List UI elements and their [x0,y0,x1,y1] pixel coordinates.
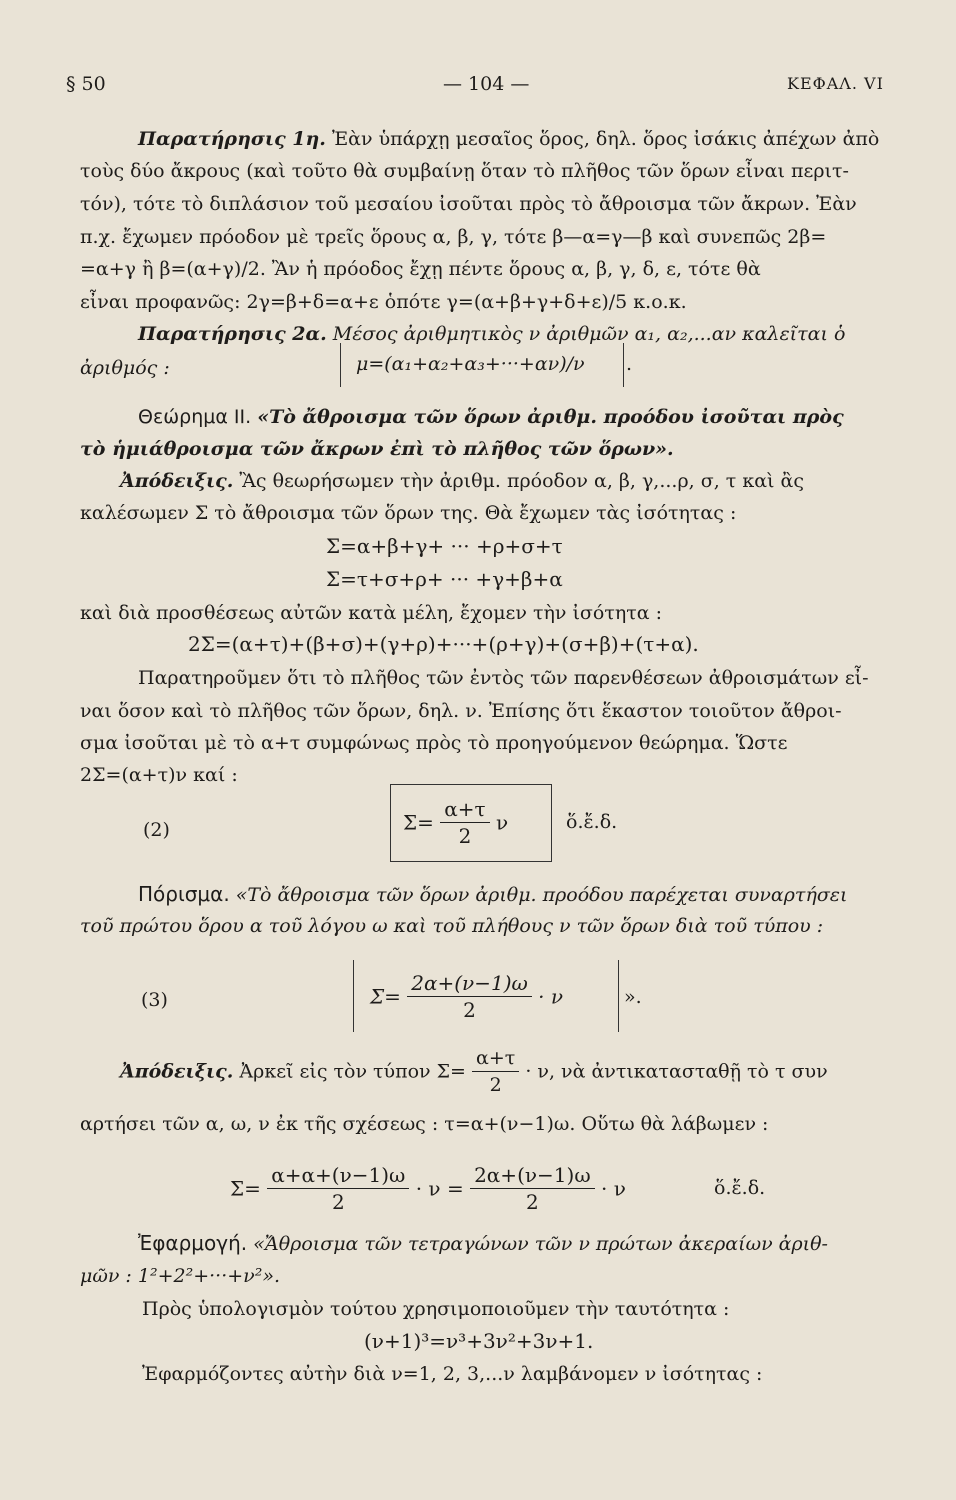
text-line: ναι ὅσον καὶ τὸ πλῆθος τῶν ὅρων, δηλ. ν. Ἐπίσης ὅτι ἕκαστον τοιοῦτον ἄθροι- [80,700,842,722]
text-line: σμα ἰσοῦται μὲ τὸ α+τ συμφώνως πρὸς τὸ προηγούμενον θεώρημα. Ὥστε [80,732,788,754]
sum-equation-forward: Σ=α+β+γ+ ··· +ρ+σ+τ [326,534,563,558]
application-text: «Ἄθροισμα τῶν τετραγώνων τῶν ν πρώτων ἀκεραίων ἀριθ- [253,1233,828,1255]
page-number: — 104 — [443,73,530,95]
mean-formula: μ=(α₁+α₂+α₃+···+αν)/ν [356,353,585,375]
formula-punctuation: ». [624,986,642,1008]
theorem-label: Θεώρημα ΙΙ. [138,406,252,428]
application-label: Ἐφαρμογή. [138,1231,248,1255]
corollary-label: Πόρισμα. [138,882,230,906]
text-line: Παρατηροῦμεν ὅτι τὸ πλῆθος τῶν ἐντὸς τῶν παρενθέσεων ἀθροισμάτων εἶ- [138,667,869,689]
observation-1-label: Παρατήρησις 1η. [138,128,326,150]
double-sum-equation: 2Σ=(α+τ)+(β+σ)+(γ+ρ)+···+(ρ+γ)+(σ+β)+(τ+α). [188,632,699,656]
section-number: § 50 [66,73,106,95]
text-line: · ν, νὰ ἀντικατασταθῇ τὸ τ συν [525,1060,828,1083]
formula-operator: · ν = [415,1176,464,1201]
text-line: καλέσωμεν Σ τὸ ἄθροισμα τῶν ὅρων της. Θὰ ἔχωμεν τὰς ἰσότητας : [80,502,737,524]
fraction [267,1162,409,1215]
fraction [472,1045,519,1098]
text-line: Ἂς θεωρήσωμεν τὴν ἀριθμ. πρόοδον α, β, γ,...ρ, σ, τ καὶ ἂς [239,470,804,492]
corollary-statement [138,882,847,907]
sum-formula [403,796,508,849]
fraction-denominator: 2 [470,1188,595,1215]
formula-lhs: Σ= [370,984,401,1009]
fraction-denominator: 2 [267,1188,409,1215]
fraction [470,1162,595,1215]
fraction-numerator: α+τ [476,1047,516,1069]
formula-factor: ν [495,810,509,835]
observation-2-label: Παρατήρησις 2α. [138,323,327,345]
observation-1-paragraph [138,127,879,151]
text-line: Πρὸς ὑπολογισμὸν τούτου χρησιμοποιοῦμεν τὴν ταυτότητα : [142,1298,730,1320]
formula-lhs: Σ= [230,1176,261,1201]
text-line: ἀριθμός : [80,357,170,379]
fraction [440,796,489,849]
equation-number: (2) [143,819,170,841]
text-line: π.χ. ἔχωμεν πρόοδον μὲ τρεῖς ὅρους α, β, γ, τότε β—α=γ—β καὶ συνεπῶς 2β= [80,226,827,248]
text-line: Ἀρκεῖ εἰς τὸν τύπον Σ= [239,1060,466,1083]
text-line: καὶ διὰ προσθέσεως αὐτῶν κατὰ μέλη, ἔχομεν τὴν ἰσότητα : [80,602,662,624]
corollary-text: τοῦ πρώτου ὅρου α τοῦ λόγου ω καὶ τοῦ πλήθους ν τῶν ὅρων διὰ τοῦ τύπου : [80,915,824,937]
theorem-text: «Τὸ ἄθροισμα τῶν ὅρων ἀριθμ. προόδου ἰσοῦται πρὸς [257,406,844,428]
sum-equation-reverse: Σ=τ+σ+ρ+ ··· +γ+β+α [326,567,563,591]
text-line: =α+γ ἢ β=(α+γ)/2. Ἂν ἡ πρόοδος ἔχῃ πέντε ὅρους α, β, γ, δ, ε, τότε θὰ [80,258,761,280]
proof-label: Ἀπόδειξις. [120,1060,234,1083]
formula-punctuation: . [626,353,633,375]
application-statement [138,1231,828,1256]
fraction-denominator: 2 [407,996,532,1023]
fraction [407,970,532,1023]
qed-mark: ὅ.ἔ.δ. [566,811,618,833]
text-line: Ἐφαρμόζοντες αὐτὴν διὰ ν=1, 2, 3,...ν λαμβάνομεν ν ἰσότητας : [142,1363,763,1385]
proof-label: Ἀπόδειξις. [120,470,234,492]
text-line: τοὺς δύο ἄκρους (καὶ τοῦτο θὰ συμβαίνῃ ὅταν τὸ πλῆθος τῶν ὅρων εἶναι περιτ- [80,160,849,182]
qed-mark: ὅ.ἔ.δ. [714,1177,766,1199]
text-line: αρτήσει τῶν α, ω, ν ἐκ τῆς σχέσεως : τ=α+(ν−1)ω. Οὕτω θὰ λάβωμεν : [80,1113,769,1135]
fraction-numerator: α+τ [444,797,486,821]
substitution-formula [230,1162,626,1215]
formula-lhs: Σ= [403,810,434,835]
proof-paragraph [120,1045,828,1098]
corollary-text: «Τὸ ἄθροισμα τῶν ὅρων ἀριθμ. προόδου παρέχεται συναρτήσει [235,884,848,906]
theorem-text: τὸ ἡμιάθροισμα τῶν ἄκρων ἐπὶ τὸ πλῆθος τῶν ὅρων». [80,438,674,460]
text-line: τόν), τότε τὸ διπλάσιον τοῦ μεσαίου ἰσοῦται πρὸς τὸ ἄθροισμα τῶν ἄκρων. Ἐὰν [80,193,857,215]
fraction-numerator: α+α+(ν−1)ω [271,1163,406,1187]
text-line: Ἐὰν ὑπάρχῃ μεσαῖος ὅρος, δηλ. ὅρος ἰσάκις ἀπέχων ἀπὸ [331,128,880,150]
formula-factor: · ν [600,1176,626,1201]
theorem-statement [138,405,844,429]
application-text: μῶν : 1²+2²+···+ν²». [80,1265,280,1287]
text-line: εἶναι προφανῶς: 2γ=β+δ=α+ε ὁπότε γ=(α+β+γ+δ+ε)/5 κ.ο.κ. [80,291,687,313]
proof-paragraph [120,469,804,493]
fraction-denominator: 2 [440,822,489,849]
fraction-numerator: 2α+(ν−1)ω [411,971,528,995]
chapter-heading: ΚΕΦΑΛ. VI [787,74,884,93]
fraction-denominator: 2 [472,1071,519,1098]
text-line: Μέσος ἀριθμητικὸς ν ἀριθμῶν α₁, α₂,...αν καλεῖται ὁ [332,323,846,345]
sum-formula [370,970,563,1023]
text-line: 2Σ=(α+τ)ν καί : [80,764,238,786]
formula-factor: · ν [538,984,564,1009]
fraction-numerator: 2α+(ν−1)ω [474,1163,591,1187]
equation-number: (3) [141,989,168,1011]
cube-identity: (ν+1)³=ν³+3ν²+3ν+1. [364,1329,594,1353]
